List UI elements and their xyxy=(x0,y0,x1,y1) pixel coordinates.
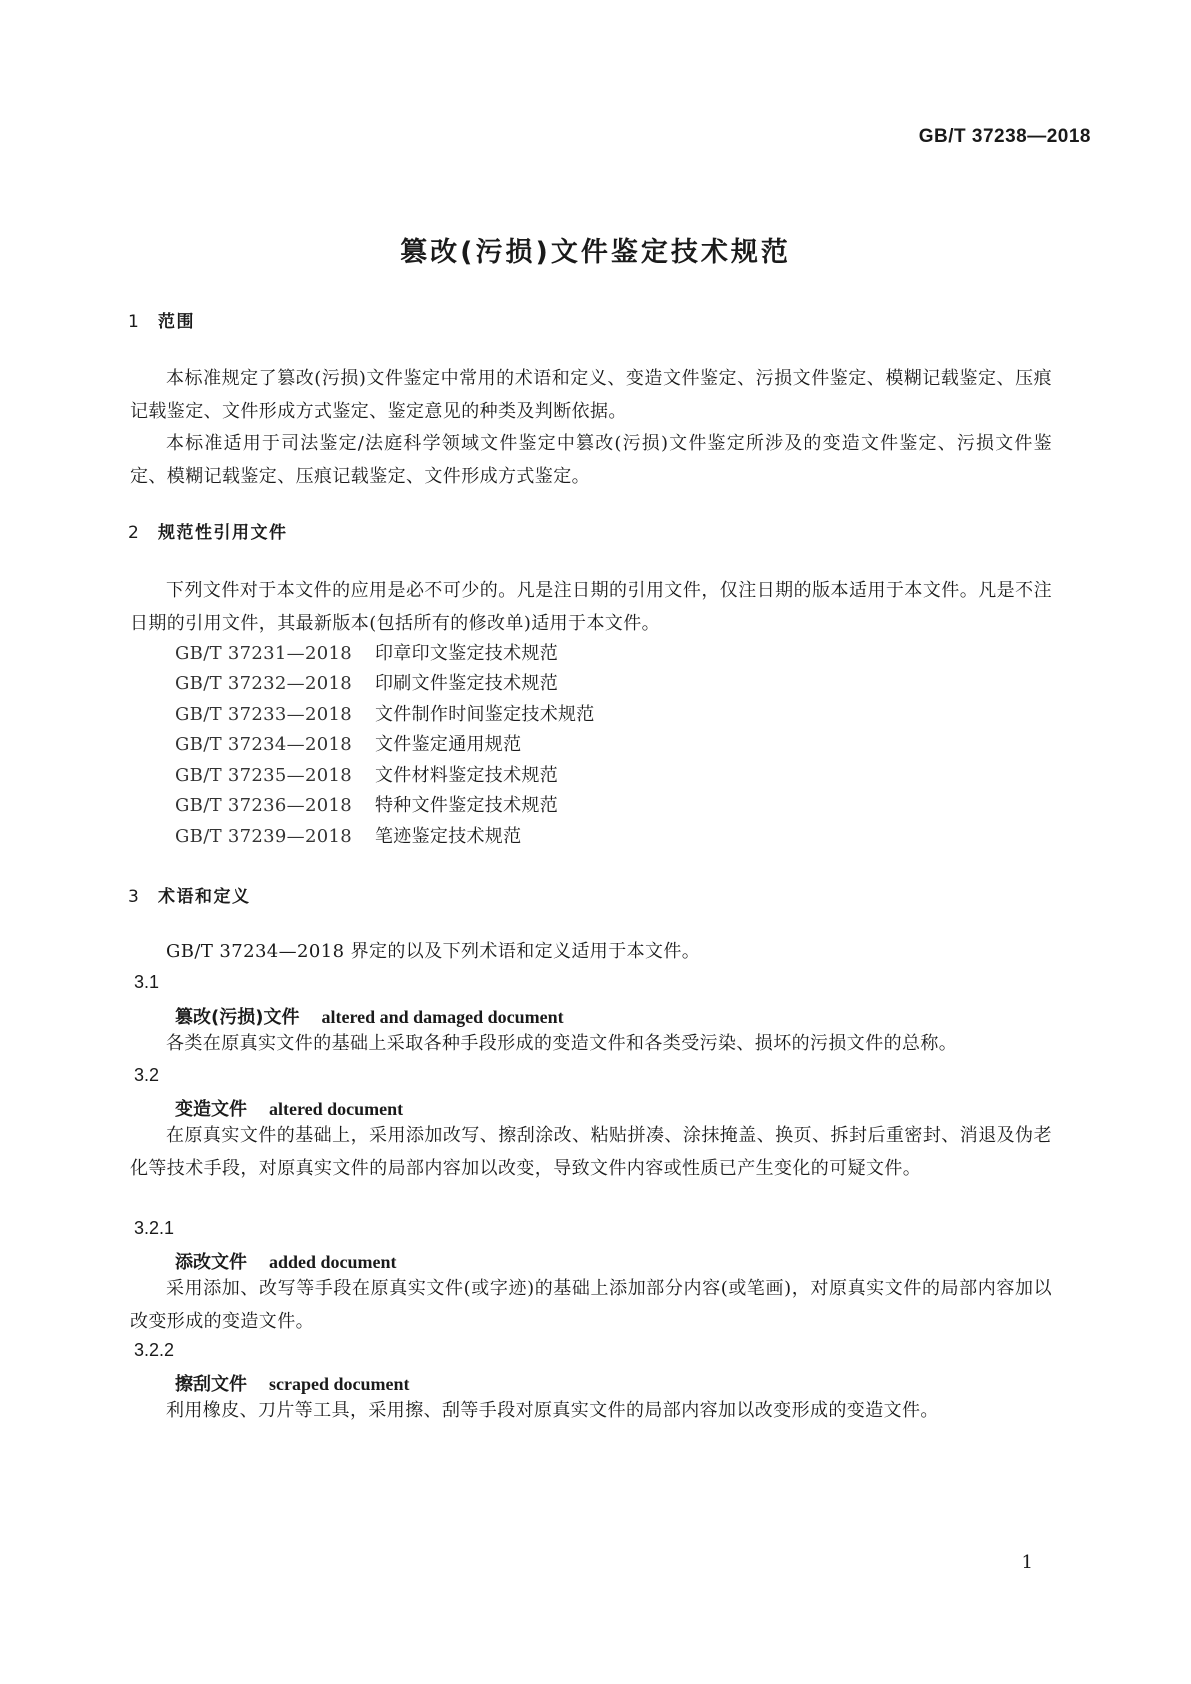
term-zh: 变造文件 xyxy=(175,1099,247,1120)
section-2-heading xyxy=(128,518,288,543)
section-number: 1 xyxy=(128,312,141,332)
term-number: 3.2 xyxy=(134,1065,160,1085)
reference-code: GB/T 37239—2018 xyxy=(175,826,352,847)
section-title: 规范性引用文件 xyxy=(158,523,288,543)
term-definition: 在原真实文件的基础上，采用添加改写、擦刮涂改、粘贴拼凑、涂抹掩盖、换页、拆封后重密封、消退及伪老化等技术手段，对原真实文件的局部内容加以改变，导致文件内容或性质已产生变化的可疑文件。 xyxy=(130,1125,1052,1179)
section-number: 3 xyxy=(128,887,141,907)
reference-item xyxy=(175,639,558,665)
paragraph: 下列文件对于本文件的应用是必不可少的。凡是注日期的引用文件，仅注日期的版本适用于本文件。凡是不注日期的引用文件，其最新版本(包括所有的修改单)适用于本文件。 xyxy=(130,580,1052,634)
reference-item xyxy=(175,791,558,817)
section-number: 2 xyxy=(128,523,141,543)
term-en: scraped document xyxy=(269,1374,410,1394)
term-heading xyxy=(175,1370,410,1396)
reference-code: GB/T 37233—2018 xyxy=(175,704,352,725)
term-number: 3.1 xyxy=(134,972,160,992)
reference-code: GB/T 37236—2018 xyxy=(175,795,352,816)
term-en: added document xyxy=(269,1252,397,1272)
page-number: 1 xyxy=(1021,1552,1033,1573)
reference-item xyxy=(175,730,521,756)
term-number: 3.2.1 xyxy=(134,1218,175,1238)
reference-title: 文件材料鉴定技术规范 xyxy=(375,765,558,786)
term-zh: 添改文件 xyxy=(175,1252,247,1273)
paragraph: 本标准规定了篡改(污损)文件鉴定中常用的术语和定义、变造文件鉴定、污损文件鉴定、模糊记载鉴定、压痕记载鉴定、文件形成方式鉴定、鉴定意见的种类及判断依据。 xyxy=(130,368,1052,422)
term-zh: 篡改(污损)文件 xyxy=(175,1007,300,1028)
reference-item xyxy=(175,761,558,787)
term-en: altered document xyxy=(269,1099,404,1119)
reference-title: 笔迹鉴定技术规范 xyxy=(375,826,522,847)
reference-code: GB/T 37232—2018 xyxy=(175,673,352,694)
section-title: 术语和定义 xyxy=(158,887,251,907)
term-definition: 各类在原真实文件的基础上采取各种手段形成的变造文件和各类受污染、损坏的污损文件的总称。 xyxy=(166,1033,958,1054)
reference-item xyxy=(175,700,595,726)
reference-item xyxy=(175,669,558,695)
term-en: altered and damaged document xyxy=(321,1007,564,1027)
term-definition: 利用橡皮、刀片等工具，采用擦、刮等手段对原真实文件的局部内容加以改变形成的变造文件。 xyxy=(166,1400,939,1421)
section-1-heading xyxy=(128,307,195,332)
reference-title: 文件制作时间鉴定技术规范 xyxy=(375,704,595,725)
paragraph: GB/T 37234—2018 界定的以及下列术语和定义适用于本文件。 xyxy=(166,941,701,962)
reference-title: 特种文件鉴定技术规范 xyxy=(375,795,558,816)
reference-title: 印刷文件鉴定技术规范 xyxy=(375,673,558,694)
reference-code: GB/T 37231—2018 xyxy=(175,643,352,664)
reference-item xyxy=(175,822,521,848)
paragraph: 本标准适用于司法鉴定/法庭科学领域文件鉴定中篡改(污损)文件鉴定所涉及的变造文件鉴定、污损文件鉴定、模糊记载鉴定、压痕记载鉴定、文件形成方式鉴定。 xyxy=(130,433,1052,487)
section-3-heading xyxy=(128,882,251,907)
term-zh: 擦刮文件 xyxy=(175,1374,247,1395)
reference-code: GB/T 37234—2018 xyxy=(175,734,352,755)
term-heading xyxy=(175,1248,397,1274)
term-definition: 采用添加、改写等手段在原真实文件(或字迹)的基础上添加部分内容(或笔画)，对原真实文件的局部内容加以改变形成的变造文件。 xyxy=(130,1278,1052,1332)
term-number: 3.2.2 xyxy=(134,1340,175,1360)
document-title: 篡改(污损)文件鉴定技术规范 xyxy=(400,237,791,268)
term-heading xyxy=(175,1095,403,1121)
reference-title: 印章印文鉴定技术规范 xyxy=(375,643,558,664)
reference-title: 文件鉴定通用规范 xyxy=(375,734,522,755)
standard-number: GB/T 37238—2018 xyxy=(918,126,1091,147)
section-title: 范围 xyxy=(158,312,195,332)
reference-code: GB/T 37235—2018 xyxy=(175,765,352,786)
term-heading xyxy=(175,1003,564,1029)
